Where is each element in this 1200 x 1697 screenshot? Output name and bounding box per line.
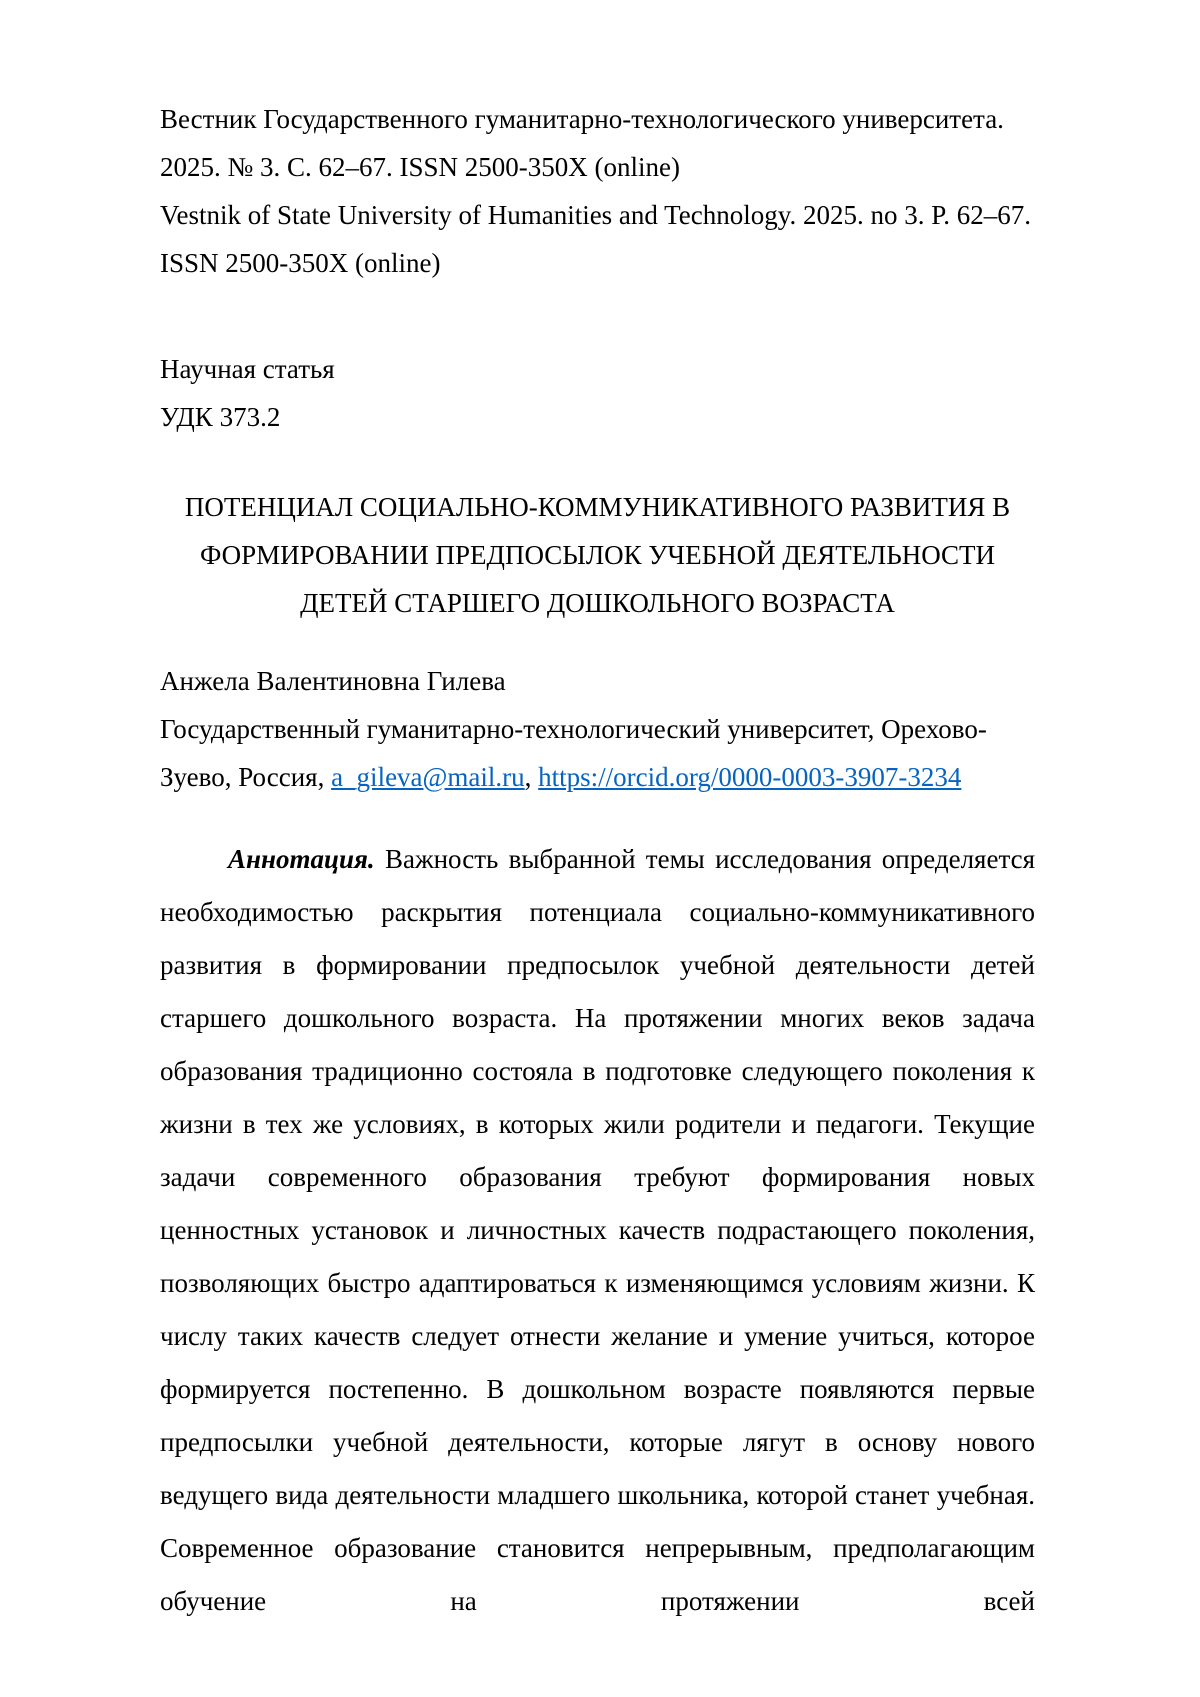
article-type-label: Научная статья [160, 354, 335, 384]
author-name: Анжела Валентиновна Гилева [160, 666, 506, 696]
udc-number: УДК 373.2 [160, 402, 281, 432]
article-meta [160, 345, 1035, 441]
author-affiliation [160, 705, 1035, 801]
abstract-label: Аннотация. [228, 844, 375, 874]
abstract-text: Важность выбранной темы исследования определяется необходимостью раскрытия потенциала социально-коммуникативного развития в формировании предпосылок учебной деятельности детей старшего дошкольного возраста. На протяжении многих веков задача образования традиционно состояла в подготовке следующего поколения к жизни в тех же условиях, в которых жили родители и педагоги. Текущие задачи современного образования требуют формирования новых ценностных установок и личностных качеств подрастающего поколения, позволяющих быстро адаптироваться к изменяющимся условиям жизни. К числу таких качеств следует отнести желание и умение учиться, которое формируется постепенно. В дошкольном возрасте появляются первые предпосылки учебной деятельности, которые лягут в основу нового ведущего вида деятельности младшего школьника, которой станет учебная. Современное образование становится непрерывным, предполагающим обучение на протяжении всей [160, 844, 1035, 1616]
affiliation-separator: , [524, 762, 539, 792]
article-title: ПОТЕНЦИАЛ СОЦИАЛЬНО-КОММУНИКАТИВНОГО РАЗВИТИЯ В ФОРМИРОВАНИИ ПРЕДПОСЫЛОК УЧЕБНОЙ ДЕЯТЕЛЬНОСТИ ДЕТЕЙ СТАРШЕГО ДОШКОЛЬНОГО ВОЗРАСТА [184, 492, 1011, 618]
journal-citation-ru: Вестник Государственного гуманитарно-технологического университета. 2025. № 3. С. 62–67. ISSN 2500-350X (online) [160, 104, 1004, 182]
orcid-link[interactable]: https://orcid.org/0000-0003-3907-3234 [538, 762, 962, 792]
email-link[interactable]: a_gileva@mail.ru [331, 762, 525, 792]
affiliation-text: Государственный гуманитарно-технологический университет, Орехово-Зуево, Россия, [160, 714, 987, 792]
journal-citation-en: Vestnik of State University of Humanities and Technology. 2025. no 3. P. 62–67. ISSN 2500-350X (online) [160, 200, 1032, 278]
abstract-paragraph [160, 833, 1035, 1628]
